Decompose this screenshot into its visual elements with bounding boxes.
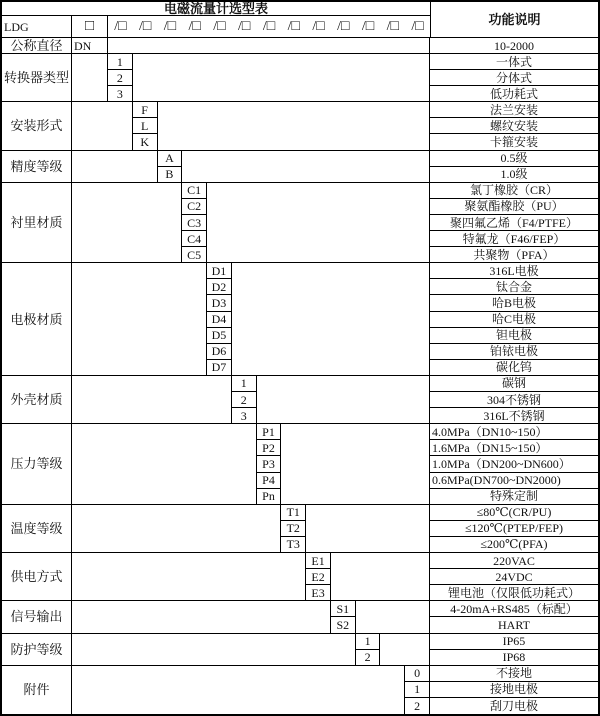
empty-cell: [380, 634, 430, 666]
option-code-cell: K: [133, 134, 158, 150]
option-desc-cell: 1.0MPa（DN200~DN600）: [430, 456, 598, 472]
category-label: 安装形式: [2, 102, 72, 150]
option-desc-cell: 聚四氟乙烯（F4/PTFE）: [430, 215, 598, 231]
empty-cell: [281, 424, 430, 504]
empty-cell: [72, 601, 331, 633]
empty-cell: [72, 505, 281, 553]
empty-cell: [72, 634, 356, 666]
option-desc-cell: 碳钢: [430, 376, 598, 392]
option-desc-cell: 氯丁橡胶（CR）: [430, 183, 598, 199]
option-code-cell: 2: [108, 70, 133, 86]
option-desc-cell: ≤120℃(PTEP/FEP): [430, 521, 598, 537]
empty-cell: [72, 102, 133, 150]
table-title: 电磁流量计选型表: [2, 2, 430, 16]
category-label: 防护等级: [2, 634, 72, 666]
option-code-cell: D5: [207, 328, 232, 344]
option-desc-cell: 接地电极: [430, 682, 598, 698]
option-desc-cell: HART: [430, 617, 598, 633]
option-desc-cell: IP68: [430, 650, 598, 666]
option-desc-cell: 钽电极: [430, 328, 598, 344]
option-desc-cell: ≤80℃(CR/PU): [430, 505, 598, 521]
model-code-slot: /□: [331, 16, 356, 38]
category-label-diameter: 公称直径: [2, 38, 72, 54]
option-desc-cell: 哈B电极: [430, 295, 598, 311]
option-code-cell: 1: [232, 376, 257, 392]
option-desc-cell: 卡箍安装: [430, 134, 598, 150]
empty-cell: [182, 151, 430, 183]
option-desc-cell: 刮刀电极: [489, 698, 538, 713]
function-desc-header: 功能说明: [430, 2, 598, 38]
model-code-slot: /□: [232, 16, 257, 38]
category-label: 压力等级: [2, 424, 72, 504]
option-desc-cell: 特氟龙（F46/FEP）: [430, 231, 598, 247]
empty-cell: [356, 601, 430, 633]
model-code-box: □: [72, 16, 108, 38]
option-code-cell: D1: [207, 263, 232, 279]
option-code-cell: D2: [207, 279, 232, 295]
empty-cell: [72, 263, 207, 376]
option-desc-cell: 哈C电极: [430, 312, 598, 328]
option-code-cell: S2: [331, 617, 356, 633]
empty-cell: [232, 263, 430, 376]
empty-cell: [158, 102, 430, 150]
option-code-cell: 1: [405, 682, 430, 698]
option-desc-cell: 24VDC: [430, 569, 598, 585]
option-code-cell: C4: [182, 231, 207, 247]
option-desc-cell: 316L不锈钢: [430, 408, 598, 424]
empty-cell: [331, 553, 430, 601]
category-label: 电极材质: [2, 263, 72, 376]
model-code-slot: /□: [108, 16, 133, 38]
option-code-cell: D7: [207, 360, 232, 376]
option-code-cell: 3: [108, 86, 133, 102]
category-label: 转换器类型: [2, 54, 72, 102]
option-code-cell: 2: [356, 650, 381, 666]
empty-cell: [72, 151, 158, 183]
option-code-cell: D3: [207, 295, 232, 311]
empty-cell: [133, 54, 430, 102]
option-code-cell: 3: [232, 408, 257, 424]
option-code-cell: T3: [281, 537, 306, 553]
category-label: 供电方式: [2, 553, 72, 601]
model-code-slot: /□: [158, 16, 183, 38]
option-desc-cell: 分体式: [430, 70, 598, 86]
option-code-cell: A: [158, 151, 183, 167]
option-desc-cell: 不接地: [430, 666, 598, 682]
model-code-slot: /□: [405, 16, 430, 38]
option-desc-cell: 锂电池（仅限低功耗式）: [430, 585, 598, 601]
option-code-cell: T1: [281, 505, 306, 521]
option-code-cell: 1: [108, 54, 133, 70]
option-code-cell: E2: [306, 569, 331, 585]
category-label: 温度等级: [2, 505, 72, 553]
option-desc-cell: 特殊定制: [430, 489, 598, 505]
option-desc-cell: 4-20mA+RS485（标配）: [430, 601, 598, 617]
option-code-cell: C2: [182, 199, 207, 215]
option-code-cell: P2: [257, 440, 282, 456]
option-desc-cell: 低功耗式: [430, 86, 598, 102]
option-desc-cell: 碳化钨: [430, 360, 598, 376]
option-code-cell: D4: [207, 312, 232, 328]
category-label: 精度等级: [2, 151, 72, 183]
option-code-cell: P4: [257, 473, 282, 489]
option-desc-cell: ≤200℃(PFA): [430, 537, 598, 553]
category-label: 外壳材质: [2, 376, 72, 424]
category-label: 信号输出: [2, 601, 72, 633]
option-desc-cell: 220VAC: [430, 553, 598, 569]
option-code-cell: C5: [182, 247, 207, 263]
empty-cell: [72, 424, 257, 504]
empty-cell: [72, 553, 306, 601]
empty-cell: [108, 38, 430, 54]
option-code-cell: L: [133, 118, 158, 134]
option-desc-cell: 1.0级: [430, 167, 598, 183]
option-desc-cell: 钛合金: [430, 279, 598, 295]
option-code-cell: S1: [331, 601, 356, 617]
option-code-cell: 2: [232, 392, 257, 408]
option-desc-cell: 304不锈钢: [430, 392, 598, 408]
option-code-cell: 1: [356, 634, 381, 650]
option-code-cell: D6: [207, 344, 232, 360]
empty-cell: [257, 376, 430, 424]
option-code-cell: 0: [405, 666, 430, 682]
model-code-slot: /□: [356, 16, 381, 38]
option-desc-cell: 316L电极: [430, 263, 598, 279]
option-desc-cell: 一体式: [430, 54, 598, 70]
option-desc-cell: 4.0MPa（DN10~150）: [430, 424, 598, 440]
category-label: 衬里材质: [2, 183, 72, 264]
option-code-cell: C3: [182, 215, 207, 231]
option-desc-cell: 铂铱电极: [430, 344, 598, 360]
model-code-slot: /□: [133, 16, 158, 38]
option-code-cell: F: [133, 102, 158, 118]
option-code-cell: 2: [405, 698, 430, 714]
empty-cell: [72, 183, 182, 264]
empty-cell: [72, 666, 405, 714]
model-prefix: LDG: [2, 16, 72, 38]
option-code-cell: P1: [257, 424, 282, 440]
empty-cell: [207, 183, 430, 264]
category-label: 附件: [2, 666, 72, 714]
option-code-cell: Pn: [257, 489, 282, 505]
empty-cell: [306, 505, 430, 553]
empty-cell: [72, 54, 108, 102]
model-code-slot: /□: [281, 16, 306, 38]
option-code-cell: C1: [182, 183, 207, 199]
option-desc-cell: 共聚物（PFA）: [430, 247, 598, 263]
option-desc-cell: 0.6MPa(DN700~DN2000): [430, 473, 598, 489]
option-desc-cell: IP65: [430, 634, 598, 650]
option-desc-cell: 法兰安装: [430, 102, 598, 118]
option-code-cell: E3: [306, 585, 331, 601]
diameter-range-cell: 10-2000: [430, 38, 598, 54]
option-code-cell: T2: [281, 521, 306, 537]
empty-cell: [72, 376, 232, 424]
model-code-slot: /□: [182, 16, 207, 38]
option-desc-cell: 1.6MPa（DN15~150）: [430, 440, 598, 456]
diameter-code-cell: DN: [72, 38, 108, 54]
model-code-slot: /□: [257, 16, 282, 38]
model-code-slot: /□: [380, 16, 405, 38]
option-desc-cell: 聚氨酯橡胶（PU）: [430, 199, 598, 215]
option-code-cell: P3: [257, 456, 282, 472]
model-code-slot: /□: [207, 16, 232, 38]
option-desc-cell: 螺纹安装: [430, 118, 598, 134]
option-desc-cell: 0.5级: [430, 151, 598, 167]
option-code-cell: B: [158, 167, 183, 183]
model-code-slot: /□: [306, 16, 331, 38]
option-code-cell: E1: [306, 553, 331, 569]
